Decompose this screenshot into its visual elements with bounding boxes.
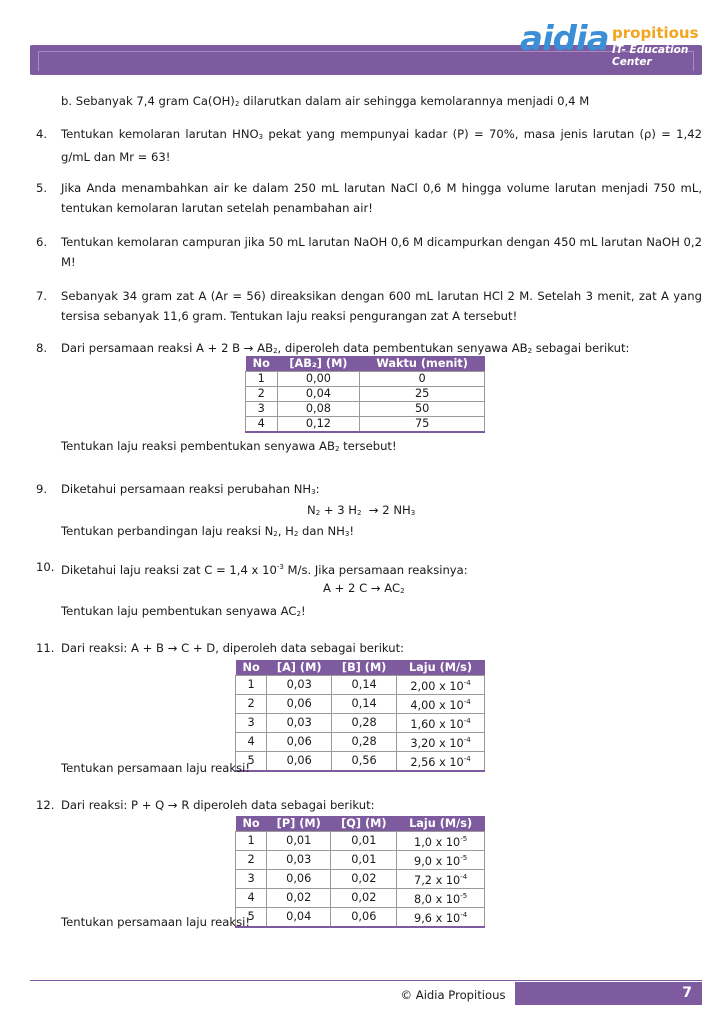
- aidia-logo: [520, 18, 710, 68]
- table-header: No: [236, 816, 267, 832]
- table-header: No: [236, 660, 267, 676]
- logo-brand: aidia: [520, 19, 609, 59]
- question-number: 7.: [36, 289, 48, 303]
- arrow-icon: →: [370, 581, 381, 595]
- table-header: [Q] (M): [331, 816, 397, 832]
- arrow-icon: →: [243, 341, 254, 355]
- question-number: 4.: [36, 127, 48, 141]
- question-9: 9. Diketahui persamaan reaksi perubahan $NH_3$:: [36, 479, 702, 502]
- footer-divider: [30, 980, 702, 981]
- logo-tagline: propitious: [612, 24, 699, 42]
- question-10-ask: Tentukan laju pembentukan senyawa $AC_2$!: [61, 604, 306, 618]
- question-number: 10.: [36, 560, 55, 574]
- question-11-ask: Tentukan persamaan laju reaksi!: [61, 761, 251, 775]
- question-number: 5.: [36, 181, 48, 195]
- question-12: 12. Dari reaksi: P + Q → R diperoleh data sebagai berikut:: [36, 795, 702, 815]
- table-row: 3 0,03 0,28 1,60 x $10^{-4}$: [236, 714, 485, 733]
- question-11: 11. Dari reaksi: A + B → C + D, diperoleh data sebagai berikut:: [36, 638, 702, 658]
- equation-nh3: $N_2 + 3$ $H_2 \to 2$ $NH_3$: [307, 503, 416, 517]
- table-header: No: [246, 356, 278, 372]
- table-row: 2 0,04 25: [246, 387, 485, 402]
- arrow-icon: →: [167, 798, 178, 812]
- table-row: 5 0,04 0,06 9,6 x $10^{-4}$: [236, 908, 485, 928]
- table-rate-ab: [235, 660, 485, 772]
- table-header: Laju (M/s): [397, 660, 485, 676]
- table-header: [B] (M): [332, 660, 397, 676]
- question-9-ask: Tentukan perbandingan laju reaksi $N_2$, $H_2$ dan $NH_3$!: [61, 524, 355, 538]
- table-row: 1 0,03 0,14 2,00 x $10^{-4}$: [236, 676, 485, 695]
- question-4: 4. Tentukan kemolaran larutan $HNO_3$ pekat yang mempunyai kadar (P) = 70%, masa jenis larutan (ρ) = 1,42 g/mL dan Mr = 63!: [36, 124, 702, 167]
- table-row: 1 0,01 0,01 1,0 x $10^{-5}$: [236, 832, 485, 851]
- footer-bar: [515, 982, 702, 1005]
- arrow-icon: →: [368, 503, 379, 517]
- table-row: 1 0,00 0: [246, 372, 485, 387]
- table-row: 4 0,02 0,02 8,0 x $10^{-5}$: [236, 889, 485, 908]
- question-number: 6.: [36, 235, 48, 249]
- table-header: [A] (M): [267, 660, 332, 676]
- question-number: 11.: [36, 641, 55, 655]
- question-8: 8. Dari persamaan reaksi A + 2 $B \to AB_2$, diperoleh data pembentukan senyawa $AB_2$ sebagai berikut:: [36, 338, 702, 361]
- table-row: 4 0,06 0,28 3,20 x $10^{-4}$: [236, 733, 485, 752]
- logo-subtitle: IT- Education Center: [612, 44, 689, 68]
- question-number: 9.: [36, 482, 48, 496]
- table-header: Waktu (menit): [360, 356, 485, 372]
- table-row: 3 0,08 50: [246, 402, 485, 417]
- table-rate-pq: [235, 816, 485, 928]
- table-ab2-formation: [245, 356, 485, 433]
- equation-ac2: A + 2 $C \to AC_2$: [323, 581, 405, 595]
- question-6: 6. Tentukan kemolaran campuran jika 50 mL larutan NaOH 0,6 M dicampurkan dengan 450 mL larutan NaOH 0,2 M!: [36, 232, 702, 272]
- question-7: 7. Sebanyak 34 gram zat A (Ar = 56) direaksikan dengan 600 mL larutan HCl 2 M. Setelah 3 menit, zat A yang tersisa sebanyak 11,6 gram. Tentukan laju reaksi pengurangan zat A tersebut!: [36, 286, 702, 326]
- table-header: Laju (M/s): [397, 816, 485, 832]
- footer-copyright: © Aidia Propitious: [400, 988, 506, 1002]
- table-header: [P] (M): [267, 816, 331, 832]
- table-row: 3 0,06 0,02 7,2 x $10^{-4}$: [236, 870, 485, 889]
- question-number: 12.: [36, 798, 55, 812]
- table-header: [AB₂] (M): [277, 356, 360, 372]
- table-row: 2 0,03 0,01 9,0 x $10^{-5}$: [236, 851, 485, 870]
- arrow-icon: →: [167, 641, 178, 655]
- question-8-ask: Tentukan laju reaksi pembentukan senyawa $AB_2$ tersebut!: [61, 439, 397, 453]
- question-3b: b. Sebanyak 7,4 gram $Ca(OH)_2$ dilarutkan dalam air sehingga kemolarannya menjadi 0,4 M: [61, 94, 590, 108]
- question-number: 8.: [36, 341, 48, 355]
- page-number: 7: [682, 985, 692, 1001]
- table-row: 2 0,06 0,14 4,00 x $10^{-4}$: [236, 695, 485, 714]
- question-5: 5. Jika Anda menambahkan air ke dalam 250 mL larutan NaCl 0,6 M hingga volume larutan menjadi 750 mL, tentukan kemolaran larutan setelah penambahan air!: [36, 178, 702, 218]
- question-12-ask: Tentukan persamaan laju reaksi!: [61, 915, 251, 929]
- table-row: 4 0,12 75: [246, 417, 485, 433]
- question-10: 10. Diketahui laju reaksi zat C = 1,4 x $10^{-3}$ M/s. Jika persamaan reaksinya:: [36, 557, 702, 580]
- table-row: 5 0,06 0,56 2,56 x $10^{-4}$: [236, 752, 485, 772]
